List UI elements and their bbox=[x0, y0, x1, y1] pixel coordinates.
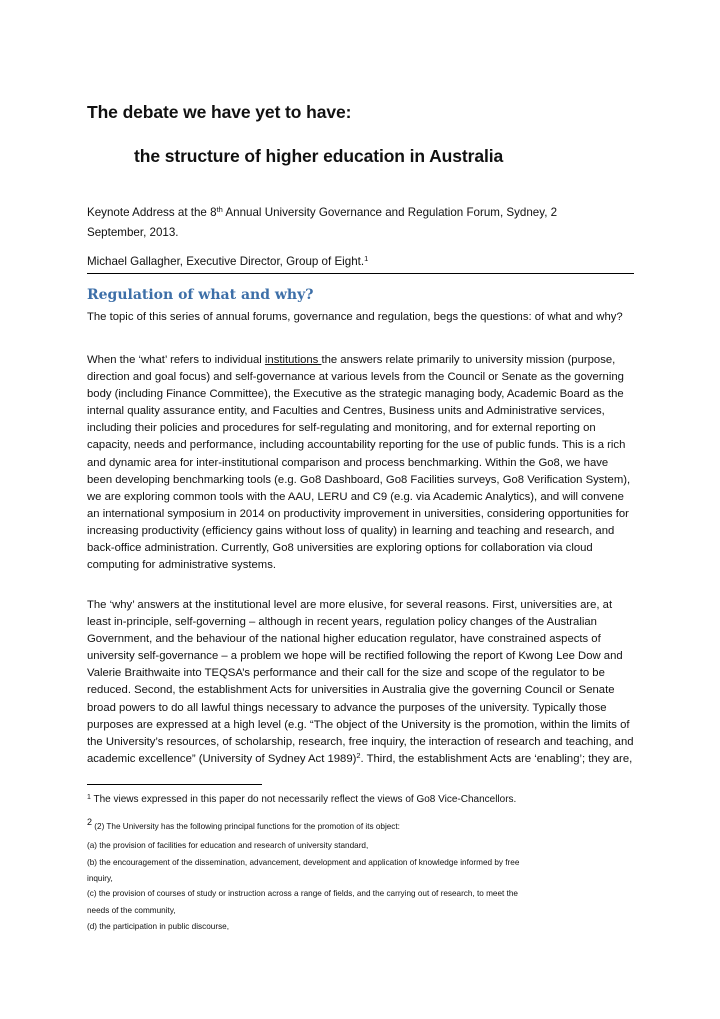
author-footnote-ref: 1 bbox=[364, 254, 369, 263]
footnote-2-head: (2) The University has the following principal functions for the promotion of its object: bbox=[92, 822, 400, 831]
author-line bbox=[87, 252, 637, 271]
footnote-2-line: (d) the participation in public discourse, bbox=[87, 922, 229, 931]
paragraph-3-pre: The ‘why’ answers at the institutional level are more elusive, for several reasons. First, universities are, at least in-principle, self-governing – although in recent years, regulation policy changes of the Australian Government, and the behaviour of the national higher education regulator, have constrained aspects of university self-governance – a problem we hope will be rectified following the report of Kwong Lee Dow and Valerie Braithwaite into TEQSA’s performance and their call for the size and scope of the regulator to be reduced. Second, the establishment Acts for universities in Australia give the governing Council or Senate broad powers to do all lawful things necessary to advance the purposes of the university. Typically those purposes are expressed at a high level (e.g. “The object of the University is the promotion, within the limits of the University’s resources, of scholarship, research, free inquiry, the interaction of research and teaching, and academic excellence” (University of Sydney Act 1989) bbox=[87, 599, 634, 765]
footnote-2-line: needs of the community, bbox=[87, 906, 176, 915]
paragraph-3-post: . Third, the establishment Acts are ‘enabling’; they are, bbox=[360, 752, 633, 765]
paragraph-1: The topic of this series of annual forums, governance and regulation, begs the questions: of what and why? bbox=[87, 311, 623, 323]
section-heading: Regulation of what and why? bbox=[87, 287, 314, 303]
footnote-2-number: 2 bbox=[87, 817, 93, 827]
header-divider bbox=[87, 273, 634, 274]
footnote-1-text: The views expressed in this paper do not necessarily reflect the views of Go8 Vice-Chancellors. bbox=[90, 794, 517, 805]
keynote-text-pre: Keynote Address at the 8 bbox=[87, 206, 217, 219]
paragraph-3-footnote-ref: 2 bbox=[356, 750, 361, 760]
paragraph-2-post: the answers relate primarily to university mission (purpose, direction and goal focus) and self-governance at various levels from the Council or Senate as the governing body (including Finance Committee), the Executive as the strategic managing body, Academic Board as the internal quality assurance entity, and Faculties and Centres, Business units and Administrative services, including their policies and procedures for self-regulating and monitoring, and for external reporting on capacity, needs and performance, including accountability reporting for the use of public funds. This is a rich and dynamic area for inter-institutional comparison and process benchmarking. Within the Go8, we have been developing benchmarking tools (e.g. Go8 Dashboard, Go8 Facilities surveys, Go8 Verification System), we are exploring common tools with the AAU, LERU and C9 (e.g. via Academic Analytics), and will convene an international symposium in 2014 on productivity improvement in universities, considering opportunities for increasing productivity (efficiency gains without loss of quality) in learning and teaching and research, and back-office administration. Currently, Go8 universities are exploring options for collaboration via cloud computing for administrative systems. bbox=[87, 354, 631, 572]
keynote-line bbox=[87, 203, 637, 222]
footnote-2-line: inquiry, bbox=[87, 874, 113, 883]
paragraph-2-underlined: institutions bbox=[264, 354, 322, 366]
title-line-1: The debate we have yet to have: bbox=[87, 102, 352, 122]
keynote-ordinal-sup: th bbox=[216, 205, 223, 214]
footnote-2 bbox=[87, 817, 635, 834]
title-line-2: the structure of higher education in Australia bbox=[134, 146, 504, 166]
keynote-line-2: September, 2013. bbox=[87, 226, 179, 239]
footnote-2-line: (a) the provision of facilities for education and research of university standard, bbox=[87, 841, 369, 850]
footnote-2-line: (b) the encouragement of the dissemination, advancement, development and application of knowledge informed by free bbox=[87, 858, 520, 867]
paragraph-3 bbox=[87, 597, 635, 768]
author-text: Michael Gallagher, Executive Director, Group of Eight. bbox=[87, 255, 365, 268]
footnote-1 bbox=[87, 793, 635, 807]
keynote-text-post: Annual University Governance and Regulation Forum, Sydney, 2 bbox=[222, 206, 558, 219]
footnote-1-number: 1 bbox=[87, 794, 91, 801]
paragraph-2-pre: When the ‘what’ refers to individual bbox=[87, 354, 265, 366]
paragraph-2 bbox=[87, 352, 635, 574]
footnote-separator bbox=[87, 784, 262, 785]
footnote-2-line: (c) the provision of courses of study or instruction across a range of fields, and the carrying out of research, to meet the bbox=[87, 889, 518, 898]
